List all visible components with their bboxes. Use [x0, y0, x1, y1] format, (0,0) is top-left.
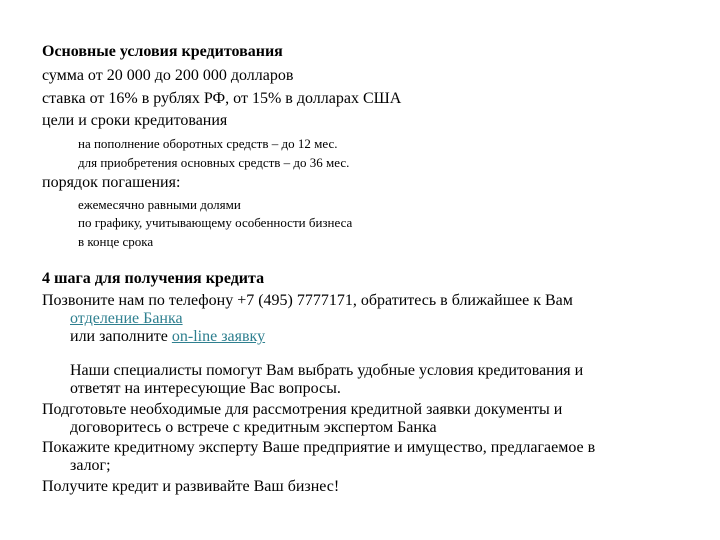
- loan-amount: сумма от 20 000 до 200 000 долларов: [42, 67, 294, 84]
- step1-note: Наши специалисты помогут Вам выбрать удобные условия кредитования и: [70, 362, 584, 379]
- repayment-item: по графику, учитывающему особенности бизнеса: [78, 215, 353, 230]
- terms-heading: Основные условия кредитования: [42, 43, 283, 60]
- step1-or-line: [70, 329, 265, 345]
- step1-text: Позвоните нам по телефону +7 (495) 7777171, обратитесь в ближайшее к Вам: [42, 292, 573, 309]
- repayment-title: порядок погашения:: [42, 174, 181, 191]
- step4-text: Получите кредит и развивайте Ваш бизнес!: [42, 478, 340, 495]
- purposes-title: цели и сроки кредитования: [42, 112, 228, 129]
- branch-link[interactable]: [70, 311, 183, 327]
- purpose-item: на пополнение оборотных средств – до 12 мес.: [78, 136, 338, 151]
- purpose-item: для приобретения основных средств – до 36 мес.: [78, 155, 350, 170]
- online-application-link[interactable]: on-line заявку: [171, 328, 266, 345]
- step2-text: договоритесь о встрече с кредитным экспертом Банка: [70, 419, 437, 436]
- step2-text: Подготовьте необходимые для рассмотрения кредитной заявки документы и: [42, 401, 563, 418]
- step1-note: ответят на интересующие Вас вопросы.: [70, 380, 341, 397]
- steps-heading: 4 шага для получения кредита: [42, 270, 265, 287]
- repayment-item: в конце срока: [78, 234, 154, 249]
- branch-link-label[interactable]: отделение Банка: [70, 310, 183, 327]
- repayment-item: ежемесячно равными долями: [78, 197, 241, 212]
- loan-rate: ставка от 16% в рублях РФ, от 15% в долларах США: [42, 90, 402, 107]
- step1-or-text: или заполните: [70, 328, 172, 345]
- step3-text: Покажите кредитному эксперту Ваше предприятие и имущество, предлагаемое в: [42, 439, 596, 456]
- step3-text: залог;: [70, 457, 111, 474]
